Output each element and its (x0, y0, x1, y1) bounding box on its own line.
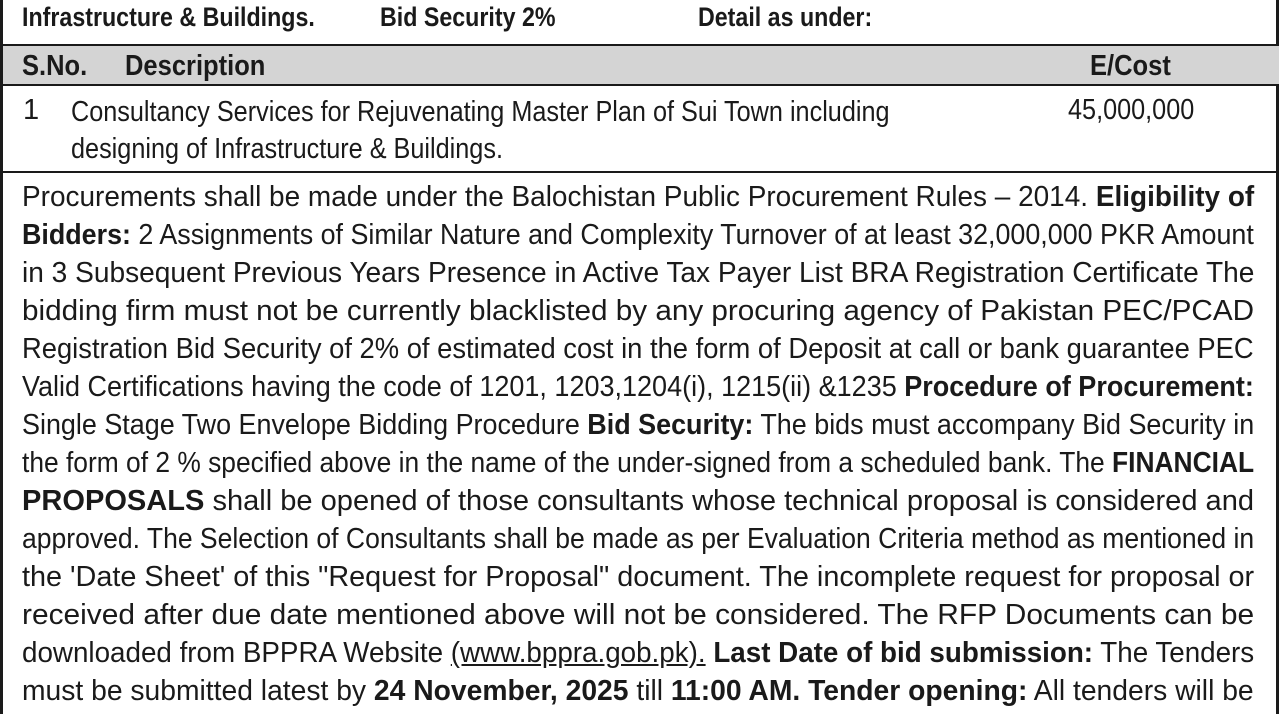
deadline-date: 24 November, 2025 (373, 675, 629, 707)
last-date-heading: Last Date of bid submission: (713, 637, 1094, 669)
header-description: Description (125, 50, 266, 82)
body-line: PROPOSALS shall be opened of those consultants whose technical proposal is considered and (22, 485, 1255, 517)
proposals-heading: PROPOSALS (22, 485, 205, 517)
procedure-heading: Procedure of Procurement: (904, 371, 1254, 403)
top-summary-line (0, 0, 1282, 44)
deadline-time: 11:00 AM. (670, 675, 801, 707)
body-line: Bidders: 2 Assignments of Similar Nature and Complexity Turnover of at least 32,000,000 PKR Amount (22, 219, 1254, 251)
body-line: received after due date mentioned above will not be considered. The RFP Documents can be (22, 599, 1255, 631)
tender-opening-heading: Tender opening: (808, 675, 1028, 707)
row-description-line2: designing of Infrastructure & Buildings. (71, 133, 503, 165)
scope-text: Infrastructure & Buildings. (22, 2, 315, 32)
bid-security-heading: Bid Security: (587, 409, 754, 441)
body-line: approved. The Selection of Consultants shall be made as per Evaluation Criteria method as mentioned in (22, 523, 1255, 555)
bidders-heading: Bidders: (22, 219, 131, 251)
row-description (71, 94, 941, 168)
body-line: Valid Certifications having the code of 1201, 1203,1204(i), 1215(ii) &1235 Procedure of Procurement: (22, 371, 1254, 403)
row-cost: 45,000,000 (1068, 94, 1195, 126)
row-sno: 1 (23, 94, 40, 126)
detail-text: Detail as under: (698, 2, 873, 32)
body-line: the form of 2 % specified above in the name of the under-signed from a scheduled bank. The FINANCIAL (22, 447, 1255, 479)
header-cost: E/Cost (1090, 50, 1171, 82)
body-line: bidding firm must not be currently blacklisted by any procuring agency of Pakistan PEC/PCAD (22, 295, 1255, 327)
body-line: Single Stage Two Envelope Bidding Procedure Bid Security: The bids must accompany Bid Security in (22, 409, 1255, 441)
header-sno: S.No. (22, 50, 88, 82)
bppra-website-link[interactable]: (www.bppra.gob.pk). (450, 637, 706, 669)
body-line: the 'Date Sheet' of this "Request for Proposal" document. The incomplete request for proposal or (22, 561, 1255, 593)
bid-security-text: Bid Security 2% (380, 2, 556, 32)
notice-body (22, 178, 1254, 710)
body-line: Registration Bid Security of 2% of estimated cost in the form of Deposit at call or bank guarantee PEC (22, 333, 1254, 365)
table-row (3, 86, 1279, 173)
body-line: downloaded from BPPRA Website (www.bppra.gob.pk). Last Date of bid submission: The Tenders (22, 637, 1255, 669)
body-line: Procurements shall be made under the Balochistan Public Procurement Rules – 2014. Eligibility of (22, 181, 1255, 213)
body-line: must be submitted latest by 24 November, 2025 till 11:00 AM. Tender opening: All tenders will be (22, 675, 1254, 707)
eligibility-heading: Eligibility of (1095, 181, 1255, 213)
body-line: in 3 Subsequent Previous Years Presence in Active Tax Payer List BRA Registration Certificate The (22, 257, 1255, 289)
row-description-line1: Consultancy Services for Rejuvenating Master Plan of Sui Town including (71, 96, 890, 128)
financial-heading: FINANCIAL (1112, 447, 1255, 479)
table-header-row (3, 44, 1279, 86)
